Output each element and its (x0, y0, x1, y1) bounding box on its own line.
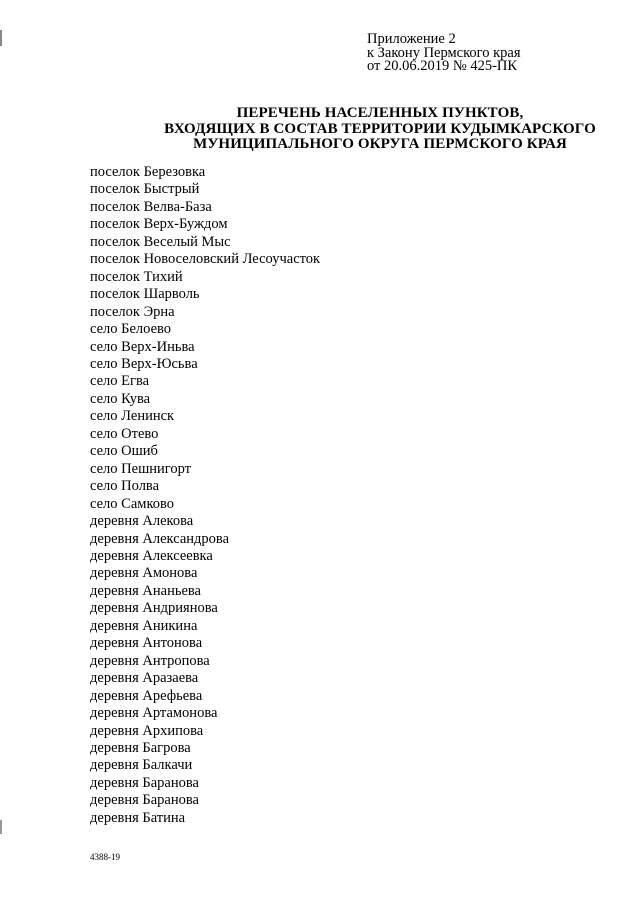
list-item: деревня Баранова (90, 774, 199, 791)
document-code: 4388-19 (90, 852, 120, 862)
list-item: деревня Багрова (90, 739, 191, 756)
list-item: поселок Тихий (90, 268, 183, 285)
list-item: поселок Березовка (90, 164, 206, 180)
list-item: село Белоево (90, 321, 172, 338)
list-item: деревня Аникина (90, 617, 198, 634)
list-item: деревня Антонова (90, 635, 203, 652)
list-item: поселок Шарволь (90, 286, 200, 303)
list-item: деревня Аразаева (90, 670, 199, 687)
list-item: село Самково (90, 495, 174, 512)
list-item: деревня Баранова (90, 792, 199, 809)
list-item: деревня Артамонова (90, 705, 218, 722)
list-item: деревня Алексеевка (90, 547, 213, 564)
scan-edge-mark (0, 820, 2, 834)
list-item: деревня Андриянова (90, 600, 218, 617)
list-item: село Ленинск (90, 408, 175, 425)
list-item: поселок Веселый Мыс (90, 233, 231, 250)
list-item: деревня Батина (90, 809, 186, 826)
list-item: село Верх-Юсьва (90, 355, 198, 372)
list-item: деревня Александрова (90, 530, 230, 547)
document-title (100, 106, 640, 153)
list-item: село Кува (90, 390, 151, 407)
list-item: село Отево (90, 425, 159, 442)
title-line: МУНИЦИПАЛЬНОГО ОКРУГА ПЕРМСКОГО КРАЯ (193, 136, 567, 152)
list-item: поселок Велва-База (90, 198, 212, 215)
list-item: село Пешнигорт (90, 460, 191, 477)
list-item: деревня Архипова (90, 722, 204, 739)
list-item: село Полва (90, 478, 160, 495)
title-line: ПЕРЕЧЕНЬ НАСЕЛЕННЫХ ПУНКТОВ, (236, 105, 524, 121)
list-item: деревня Амонова (90, 565, 198, 582)
scan-edge-mark (0, 30, 2, 46)
list-item: деревня Антропова (90, 652, 210, 669)
list-item: поселок Новоселовский Лесоучасток (90, 251, 321, 268)
appendix-law-date: от 20.06.2019 № 425-ПК (367, 58, 518, 74)
title-line: ВХОДЯЩИХ В СОСТАВ ТЕРРИТОРИИ КУДЫМКАРСКОГО (164, 120, 596, 137)
list-item: поселок Верх-Буждом (90, 216, 228, 233)
list-item: деревня Ананьева (90, 582, 201, 599)
appendix-law-reference: к Закону Пермского края (367, 44, 521, 61)
list-item: деревня Алекова (90, 513, 194, 530)
list-item: село Верх-Иньва (90, 338, 195, 355)
settlement-list (90, 164, 320, 827)
list-item: деревня Арефьева (90, 687, 203, 704)
appendix-number: Приложение 2 (367, 31, 456, 47)
appendix-header (367, 33, 521, 74)
list-item: поселок Быстрый (90, 181, 200, 198)
list-item: село Ошиб (90, 443, 158, 460)
list-item: деревня Балкачи (90, 757, 193, 774)
list-item: село Егва (90, 373, 150, 390)
list-item: поселок Эрна (90, 303, 175, 320)
